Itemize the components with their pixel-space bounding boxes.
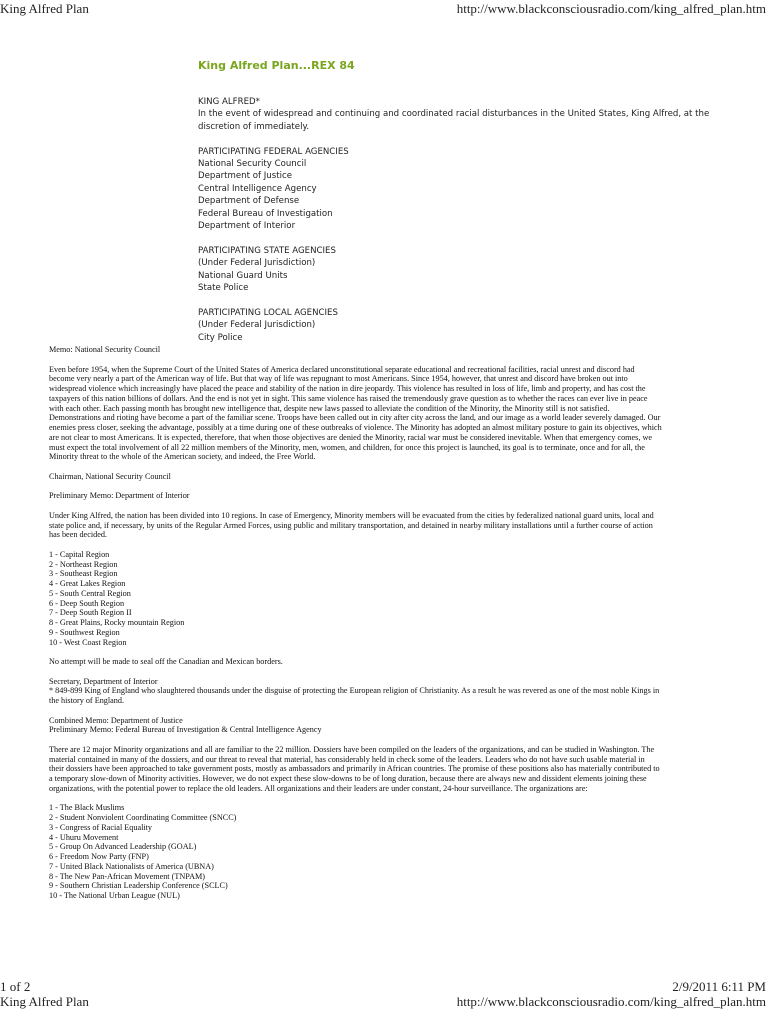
- agency-summary: [198, 96, 738, 344]
- org-item: 6 - Freedom Now Party (FNP): [49, 852, 149, 861]
- footnote-line: * 849-899 King of England who slaughtered thousands under the disguise of protecting the European religion of Christianity. As a result he was revered as one of the most noble Kings in: [49, 686, 660, 696]
- fbi-cia-heading: Preliminary Memo: Federal Bureau of Investigation & Central Intelligence Agency: [49, 725, 322, 735]
- justice-line: organizations, with the potential power to replace the old leaders. All organizations and their leaders are under constant, 24-hour surveillance. The organizations are:: [49, 783, 588, 793]
- nsc-signature: Chairman, National Security Council: [49, 471, 171, 481]
- nsc-heading: Memo: National Security Council: [49, 345, 161, 354]
- nsc-line: must expect the total involvement of all 22 million members of the Minority, men, women, and children, for once this project is launched, its goal is to terminate, once and for all, the: [49, 442, 645, 452]
- region-item: 8 - Great Plains, Rocky mountain Region: [49, 618, 185, 627]
- nsc-line: Demonstrations and rioting have become a part of the familiar scene. Troops have been called out in city after city across the land, and our image as a world leader severely damaged. Our: [49, 413, 661, 423]
- interior-line: Under King Alfred, the nation has been divided into 10 regions. In case of Emergency, Minority members will be evacuated from the cities by federalized national guard units, local and: [49, 510, 654, 520]
- federal-item: Federal Bureau of Investigation: [198, 208, 333, 219]
- justice-line: There are 12 major Minority organizations and all are familiar to the 22 million. Dossiers have been compiled on the leaders of the organizations, and can be studied in Washington. The: [49, 744, 655, 754]
- interior-line: has been decided.: [49, 530, 107, 540]
- nsc-line: are not clear to most Americans. It is expected, therefore, that when those objectives are denied the Minority, racial war must be considered inevitable. When that emergency comes, we: [49, 432, 652, 442]
- federal-item: Department of Defense: [198, 196, 300, 207]
- nsc-line: with each other. Each passing month has brought new intelligence that, despite new laws passed to alleviate the condition of the Minority, the Minority still is not satisfied.: [49, 403, 610, 413]
- justice-line: a temporary slow-down of Minority activities. However, we do not expect these slow-downs to be of long duration, because there are always new and dissident elements joining these: [49, 774, 647, 783]
- region-item: 1 - Capital Region: [49, 549, 110, 559]
- interior-line: state police and, if necessary, by units of the Regular Armed Forces, using public and military transportation, and detained in nearby military installations until a further course of action: [49, 520, 653, 530]
- federal-item: Department of Justice: [198, 171, 292, 182]
- state-item: (Under Federal Jurisdiction): [198, 258, 316, 269]
- region-item: 3 - Southeast Region: [49, 569, 118, 579]
- org-item: 1 - The Black Muslims: [49, 803, 125, 813]
- nsc-line: Even before 1954, when the Supreme Court of the United States of America declared unconstitutional separate educational and recreational facilities, racial unrest and discord had: [49, 364, 635, 374]
- local-item: (Under Federal Jurisdiction): [198, 320, 316, 331]
- org-item: 5 - Group On Advanced Leadership (GOAL): [49, 842, 197, 852]
- region-item: 2 - Northeast Region: [49, 559, 118, 569]
- region-item: 10 - West Coast Region: [49, 637, 127, 647]
- king-alfred-heading: KING ALFRED*: [198, 97, 260, 107]
- region-item: 9 - Southwest Region: [49, 627, 120, 637]
- local-item: City Police: [198, 332, 243, 343]
- justice-line: material contained in many of the dossiers, and our threat to reveal that material, has considerably held in check some of the leaders. Leaders who do not have such usable material in: [49, 754, 645, 764]
- nsc-line: enemies press closer, seeking the advantage, possibly at a time during one of these outbreaks of violence. The Minority has adopted an almost military posture to gain its objectives, which: [49, 423, 662, 432]
- region-item: 7 - Deep South Region II: [49, 608, 132, 618]
- federal-item: National Security Council: [198, 159, 307, 170]
- intro-text: In the event of widespread and continuing and coordinated racial disturbances in the United States, King Alfred, at the discretion of immediately.: [198, 109, 710, 132]
- org-item: 9 - Southern Christian Leadership Conference (SCLC): [49, 881, 228, 891]
- justice-line: their dossiers have been approached to take government posts, mostly as ambassadors and primarily in African countries. The promise of these positions also has materially contributed to: [49, 764, 660, 774]
- org-item: 3 - Congress of Racial Equality: [49, 822, 153, 832]
- borders-note: No attempt will be made to seal off the Canadian and Mexican borders.: [49, 657, 283, 666]
- memo-body: [49, 345, 729, 901]
- nsc-line: taxpayers of this nation billions of dollars. And the end is not yet in sight. This same violence has raised the tremendously grave question as to whether the races can ever live in peace: [49, 393, 648, 403]
- nsc-line: Minority threat to the whole of the American society, and indeed, the Free World.: [49, 452, 316, 462]
- print-datetime: 2/9/2011 6:11 PM: [672, 979, 766, 994]
- footer-title: King Alfred Plan: [0, 994, 89, 1009]
- state-heading: PARTICIPATING STATE AGENCIES: [198, 245, 336, 256]
- region-item: 4 - Great Lakes Region: [49, 579, 126, 588]
- federal-item: Department of Interior: [198, 221, 296, 232]
- nsc-line: become very nearly a part of the American way of life. But that way of life was repugnant to most Americans. Since 1954, however, that unrest and discord have broken out into: [49, 374, 628, 384]
- interior-signature: Secretary, Department of Interior: [49, 676, 158, 686]
- org-item: 2 - Student Nonviolent Coordinating Committee (SNCC): [49, 813, 237, 822]
- local-heading: PARTICIPATING LOCAL AGENCIES: [198, 307, 338, 318]
- footnote-line: the history of England.: [49, 696, 125, 705]
- interior-heading: Preliminary Memo: Department of Interior: [49, 491, 190, 501]
- justice-heading: Combined Memo: Department of Justice: [49, 715, 183, 725]
- page-title: King Alfred Plan...REX 84: [198, 59, 355, 72]
- region-item: 5 - South Central Region: [49, 588, 131, 598]
- header-url[interactable]: http://www.blackconsciousradio.com/king_alfred_plan.htm: [456, 1, 766, 16]
- org-item: 8 - The New Pan-African Movement (TNPAM): [49, 871, 205, 881]
- org-item: 10 - The National Urban League (NUL): [49, 891, 180, 900]
- region-item: 6 - Deep South Region: [49, 598, 125, 608]
- header-title: King Alfred Plan: [0, 1, 89, 16]
- org-item: 7 - United Black Nationalists of America (UBNA): [49, 861, 214, 871]
- org-item: 4 - Uhuru Movement: [49, 832, 119, 842]
- nsc-line: widespread violence which increasingly have placed the peace and stability of the nation in dire jeopardy. This violence has resulted in loss of life, limb and property, and has cost the: [49, 384, 646, 393]
- state-item: State Police: [198, 283, 249, 294]
- page-count: 1 of 2: [0, 979, 31, 994]
- footer-url[interactable]: http://www.blackconsciousradio.com/king_alfred_plan.htm: [456, 994, 766, 1009]
- federal-heading: PARTICIPATING FEDERAL AGENCIES: [198, 146, 349, 157]
- federal-item: Central Intelligence Agency: [198, 183, 317, 194]
- state-item: National Guard Units: [198, 270, 288, 281]
